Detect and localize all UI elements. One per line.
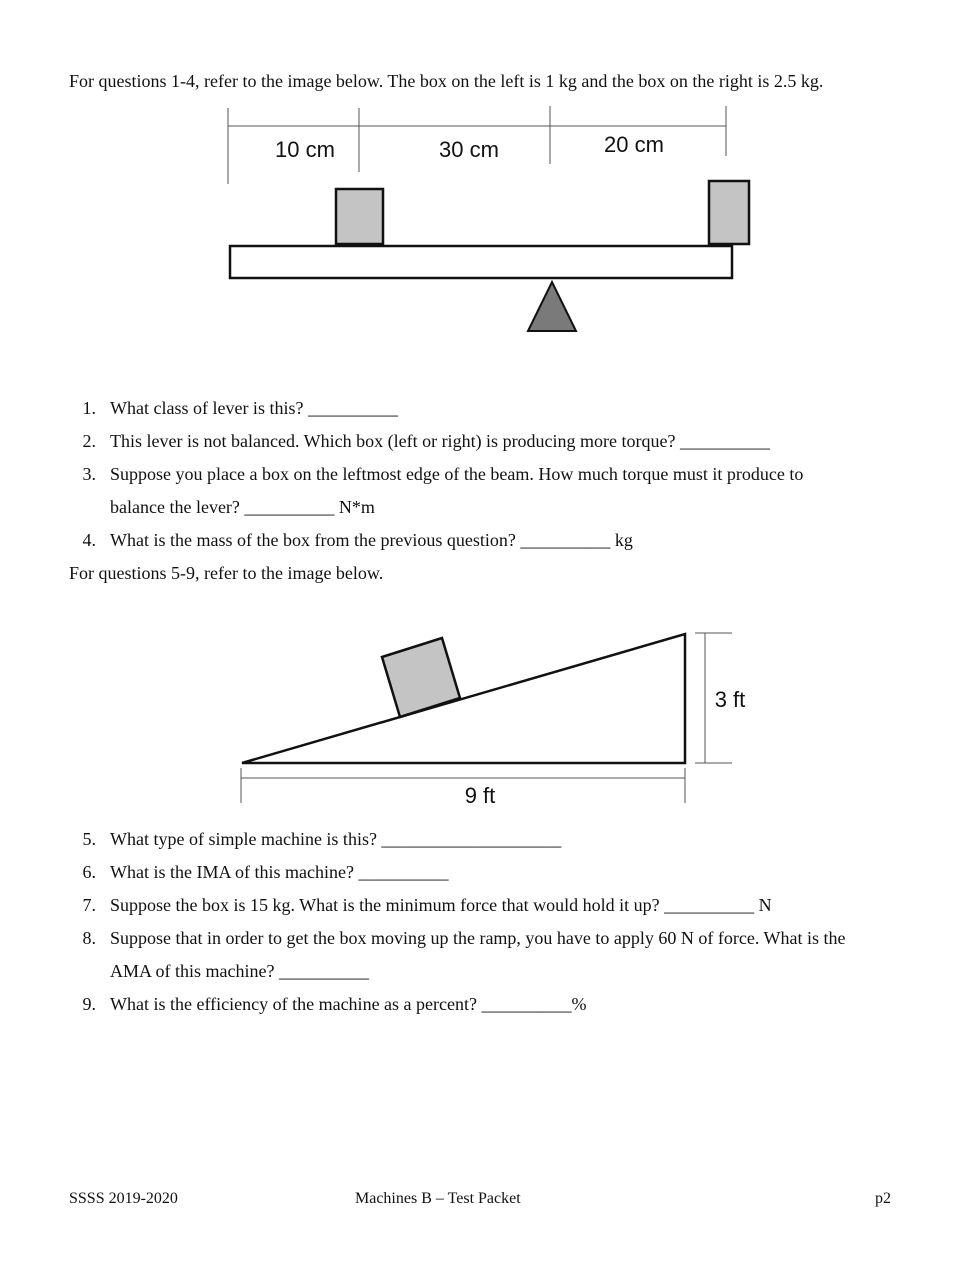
question-number: 1.: [82, 398, 96, 418]
fulcrum-triangle: [528, 282, 576, 331]
question-number: 5.: [82, 829, 96, 849]
question-number: 4.: [82, 530, 96, 550]
question-text: balance the lever? __________ N*m: [110, 497, 375, 517]
question-number: 9.: [82, 994, 96, 1014]
question-text: AMA of this machine? __________: [110, 961, 369, 981]
question-text: Suppose the box is 15 kg. What is the minimum force that would hold it up? __________ N: [110, 895, 772, 915]
question-number: 3.: [82, 464, 96, 484]
label-30cm: 30 cm: [439, 137, 499, 162]
question-text: What type of simple machine is this? ____________________: [110, 829, 562, 849]
question-text: What is the mass of the box from the previous question? __________ kg: [110, 530, 633, 550]
footer-center: Machines B – Test Packet: [355, 1190, 521, 1207]
question-text: What is the IMA of this machine? __________: [110, 862, 449, 882]
question-text: This lever is not balanced. Which box (left or right) is producing more torque? __________: [110, 431, 771, 451]
footer-page-number: p2: [875, 1190, 891, 1207]
question-text: What class of lever is this? __________: [110, 398, 398, 418]
question-text: Suppose you place a box on the leftmost edge of the beam. How much torque must it produce to: [110, 464, 804, 484]
ramp-diagram: [235, 625, 765, 810]
section1-intro: For questions 1-4, refer to the image below. The box on the left is 1 kg and the box on the right is 2.5 kg.: [69, 71, 824, 91]
question-text: What is the efficiency of the machine as a percent? __________%: [110, 994, 587, 1014]
label-10cm: 10 cm: [275, 137, 335, 162]
question-number: 2.: [82, 431, 96, 451]
question-number: 6.: [82, 862, 96, 882]
question-number: 8.: [82, 928, 96, 948]
section2-intro: For questions 5-9, refer to the image below.: [69, 563, 384, 583]
right-box: [709, 181, 749, 244]
label-20cm: 20 cm: [604, 132, 664, 157]
question-text: Suppose that in order to get the box moving up the ramp, you have to apply 60 N of force. What is the: [110, 928, 846, 948]
lever-diagram: [220, 100, 760, 340]
left-box: [336, 189, 383, 244]
footer-left: SSSS 2019-2020: [69, 1190, 178, 1207]
question-number: 7.: [82, 895, 96, 915]
label-3ft: 3 ft: [714, 687, 746, 712]
lever-beam: [230, 246, 732, 278]
label-9ft: 9 ft: [464, 783, 496, 808]
inclined-plane: [242, 634, 685, 763]
